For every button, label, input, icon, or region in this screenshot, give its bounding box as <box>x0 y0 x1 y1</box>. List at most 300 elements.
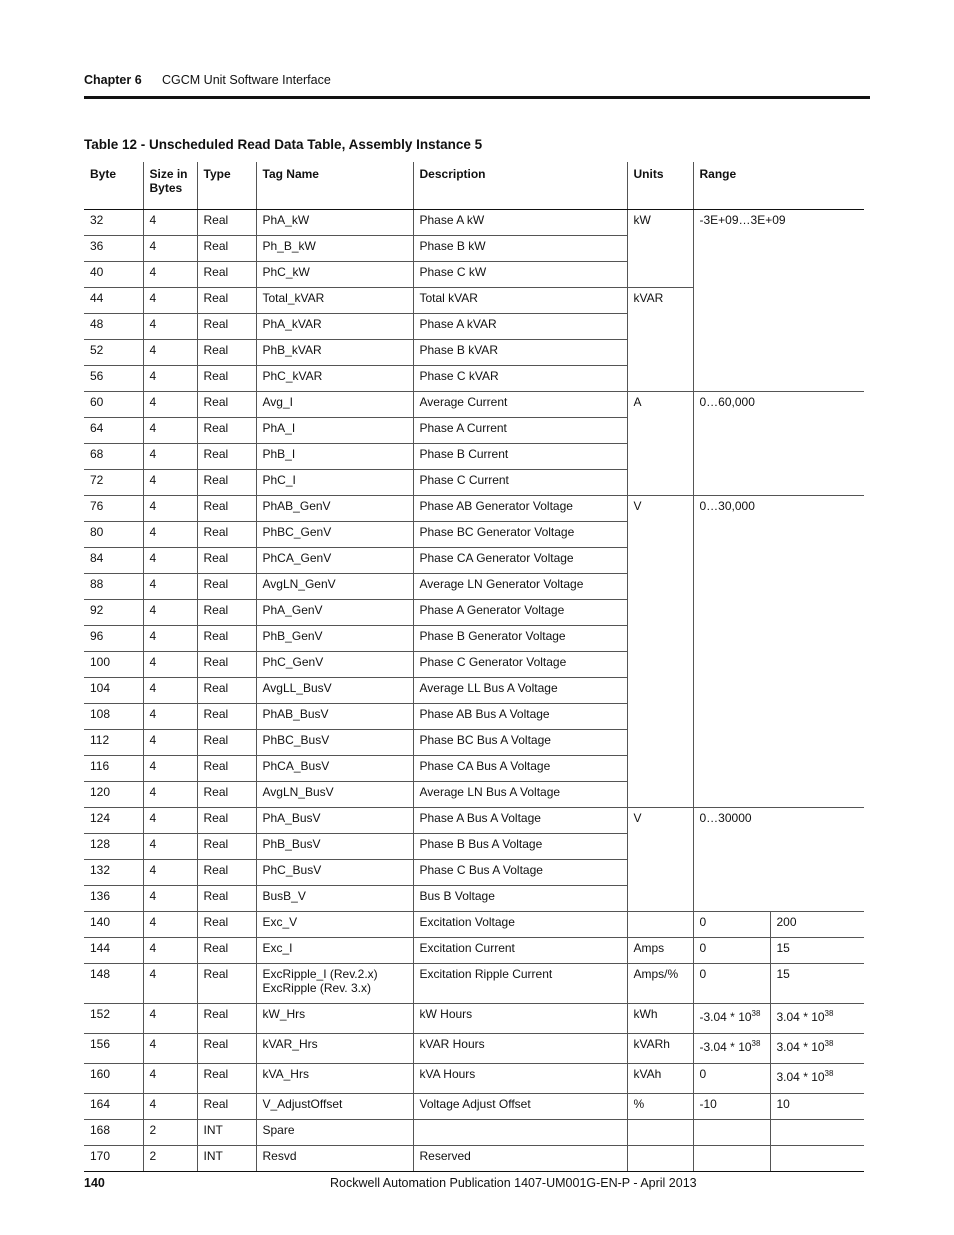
cell-tag-name-text: Exc_V <box>262 915 298 929</box>
cell-size-text: 2 <box>149 1123 157 1137</box>
cell-tag-name-text: PhA_BusV <box>262 811 321 825</box>
range-max-value <box>777 941 790 955</box>
cell-description <box>413 392 627 418</box>
cell-tag-name <box>256 938 413 964</box>
cell-units <box>627 938 693 964</box>
cell-description <box>413 652 627 678</box>
cell-type-text: Real <box>203 733 229 747</box>
cell-size <box>143 782 197 808</box>
range-min-base: -3.04 * 10 <box>699 1040 752 1054</box>
cell-units-text: kW <box>633 213 651 227</box>
cell-description <box>413 496 627 522</box>
cell-tag-name-text: PhCA_BusV <box>262 759 330 773</box>
cell-size-text: 4 <box>149 499 157 513</box>
cell-type-text: Real <box>203 889 229 903</box>
cell-range-min <box>693 1120 770 1146</box>
cell-byte-text: 136 <box>90 889 111 903</box>
cell-size <box>143 964 197 1004</box>
cell-byte <box>84 912 143 938</box>
cell-byte <box>84 808 143 834</box>
cell-size-text: 4 <box>149 369 157 383</box>
cell-type <box>197 964 256 1004</box>
cell-size <box>143 522 197 548</box>
range-max-base: 3.04 * 10 <box>776 1070 825 1084</box>
cell-size-text: 4 <box>149 265 157 279</box>
cell-tag-name-text: kVAR_Hrs <box>262 1037 318 1051</box>
cell-units <box>627 1034 693 1064</box>
cell-type <box>197 1004 256 1034</box>
cell-tag-name-text: PhC_I <box>262 473 296 487</box>
cell-description <box>413 1064 627 1094</box>
cell-type-text: Real <box>203 291 229 305</box>
cell-type-text: Real <box>203 213 229 227</box>
cell-byte <box>84 1004 143 1034</box>
cell-tag-name-text: PhCA_GenV <box>262 551 332 565</box>
cell-byte-text: 60 <box>90 395 104 409</box>
cell-tag-name-text: BusB_V <box>262 889 306 903</box>
cell-size <box>143 938 197 964</box>
cell-size <box>143 834 197 860</box>
cell-tag-name <box>256 262 413 288</box>
cell-byte-text: 120 <box>90 785 111 799</box>
cell-size <box>143 704 197 730</box>
cell-size-text: 4 <box>149 759 157 773</box>
cell-description-text: Average LN Generator Voltage <box>419 577 584 591</box>
range-min-value <box>700 1007 761 1024</box>
cell-tag-name <box>256 1034 413 1064</box>
cell-byte <box>84 886 143 912</box>
cell-type <box>197 730 256 756</box>
cell-tag-name <box>256 808 413 834</box>
cell-byte-text: 76 <box>90 499 104 513</box>
cell-type-text: Real <box>203 421 229 435</box>
publication-info: Rockwell Automation Publication 1407-UM001G-EN-P - April 2013 <box>330 1176 697 1190</box>
cell-type <box>197 626 256 652</box>
cell-size-text: 4 <box>149 629 157 643</box>
cell-tag-name-text: PhB_kVAR <box>262 343 322 357</box>
cell-tag-name <box>256 366 413 392</box>
cell-description <box>413 236 627 262</box>
cell-type-text: Real <box>203 1067 229 1081</box>
cell-size <box>143 340 197 366</box>
cell-tag-name-text: Ph_B_kW <box>262 239 316 253</box>
cell-byte <box>84 730 143 756</box>
cell-byte-text: 124 <box>90 811 111 825</box>
cell-size <box>143 886 197 912</box>
cell-byte <box>84 626 143 652</box>
cell-byte-text: 170 <box>90 1149 111 1163</box>
cell-description <box>413 938 627 964</box>
cell-tag-name <box>256 782 413 808</box>
cell-type <box>197 886 256 912</box>
cell-type <box>197 1146 256 1172</box>
cell-type <box>197 938 256 964</box>
cell-description <box>413 1094 627 1120</box>
range-min-base: 0 <box>699 915 707 929</box>
cell-tag-name <box>256 652 413 678</box>
cell-byte-text: 52 <box>90 343 104 357</box>
cell-description <box>413 782 627 808</box>
col-header-type: Type <box>197 162 256 210</box>
cell-description-text: Phase C kVAR <box>419 369 499 383</box>
cell-tag-name-text: PhA_kVAR <box>262 317 322 331</box>
range-min-base: 0 <box>699 967 707 981</box>
cell-description <box>413 964 627 1004</box>
cell-type <box>197 912 256 938</box>
cell-units-text: kWh <box>633 1007 658 1021</box>
cell-range-min <box>693 912 770 938</box>
cell-type-text: Real <box>203 785 229 799</box>
cell-type <box>197 782 256 808</box>
cell-tag-name <box>256 392 413 418</box>
cell-tag-name-text: PhAB_BusV <box>262 707 329 721</box>
cell-type-text: Real <box>203 759 229 773</box>
range-max-base: 10 <box>776 1097 790 1111</box>
cell-size-text: 4 <box>149 863 157 877</box>
cell-size <box>143 496 197 522</box>
cell-units <box>627 1004 693 1034</box>
cell-type-text: INT <box>203 1123 223 1137</box>
cell-byte-text: 160 <box>90 1067 111 1081</box>
cell-type <box>197 418 256 444</box>
cell-tag-name-text: PhA_kW <box>262 213 310 227</box>
col-header-description: Description <box>413 162 627 210</box>
cell-tag-name-text: PhB_BusV <box>262 837 321 851</box>
cell-tag-name-text: kVA_Hrs <box>262 1067 309 1081</box>
cell-range-min <box>693 964 770 1004</box>
cell-tag-name <box>256 912 413 938</box>
range-max-exponent: 38 <box>824 1009 834 1018</box>
cell-tag-name-text: PhBC_GenV <box>262 525 332 539</box>
cell-range-max <box>770 1094 864 1120</box>
cell-range-min <box>693 1034 770 1064</box>
cell-range-max <box>770 1120 864 1146</box>
cell-byte-text: 140 <box>90 915 111 929</box>
cell-tag-name-text: Spare <box>262 1123 295 1137</box>
cell-range-text: 0…30,000 <box>699 499 755 513</box>
cell-tag-name <box>256 678 413 704</box>
table-header-row <box>84 162 864 210</box>
cell-type-text: Real <box>203 941 229 955</box>
cell-type-text: Real <box>203 447 229 461</box>
cell-size-text: 4 <box>149 1037 157 1051</box>
cell-tag-name-text: Exc_I <box>262 941 293 955</box>
range-max-value <box>777 1097 790 1111</box>
cell-byte-text: 36 <box>90 239 104 253</box>
cell-type-text: Real <box>203 1007 229 1021</box>
range-max-value <box>777 1067 834 1084</box>
cell-byte-text: 88 <box>90 577 104 591</box>
cell-units <box>627 912 693 938</box>
cell-tag-name-text: PhB_GenV <box>262 629 323 643</box>
table-row <box>84 1120 864 1146</box>
cell-tag-name-text: PhA_GenV <box>262 603 323 617</box>
cell-size <box>143 392 197 418</box>
cell-description <box>413 340 627 366</box>
cell-description <box>413 912 627 938</box>
cell-range <box>693 392 864 496</box>
table-caption: Table 12 - Unscheduled Read Data Table, Assembly Instance 5 <box>84 137 483 152</box>
cell-byte-text: 56 <box>90 369 104 383</box>
cell-description-text: Voltage Adjust Offset <box>419 1097 531 1111</box>
cell-byte <box>84 834 143 860</box>
header-rule <box>84 96 870 99</box>
cell-tag-name <box>256 730 413 756</box>
cell-units <box>627 808 693 912</box>
cell-byte <box>84 340 143 366</box>
cell-tag-name <box>256 964 413 1004</box>
cell-size <box>143 626 197 652</box>
cell-tag-name <box>256 756 413 782</box>
cell-type <box>197 522 256 548</box>
cell-size <box>143 210 197 236</box>
cell-byte <box>84 1094 143 1120</box>
cell-description <box>413 1146 627 1172</box>
cell-tag-name <box>256 1064 413 1094</box>
cell-description-text: Phase CA Bus A Voltage <box>419 759 551 773</box>
cell-byte <box>84 314 143 340</box>
cell-description-text: Phase B Current <box>419 447 509 461</box>
cell-description <box>413 366 627 392</box>
cell-tag-name-text: ExcRipple_I (Rev.2.x) <box>262 967 378 981</box>
cell-size-text: 4 <box>149 785 157 799</box>
cell-description <box>413 210 627 236</box>
cell-range-max <box>770 1146 864 1172</box>
cell-byte-text: 68 <box>90 447 104 461</box>
cell-description-text: Phase A Bus A Voltage <box>419 811 541 825</box>
cell-byte-text: 116 <box>90 759 110 773</box>
cell-type-text: Real <box>203 525 229 539</box>
cell-tag-name-alt: ExcRipple (Rev. 3.x) <box>262 981 371 995</box>
cell-description-text: Phase B kVAR <box>419 343 498 357</box>
cell-description <box>413 522 627 548</box>
col-header-range: Range <box>693 162 864 210</box>
cell-tag-name-text: AvgLL_BusV <box>262 681 332 695</box>
cell-byte-text: 104 <box>90 681 111 695</box>
cell-size <box>143 262 197 288</box>
cell-units-text: V <box>633 499 642 513</box>
cell-size <box>143 548 197 574</box>
cell-type <box>197 548 256 574</box>
table-row <box>84 1034 864 1064</box>
cell-description-text: Average LN Bus A Voltage <box>419 785 561 799</box>
cell-size-text: 4 <box>149 213 157 227</box>
range-min-base: 0 <box>699 1067 707 1081</box>
range-min-value <box>700 1097 717 1111</box>
cell-tag-name-text: PhC_kW <box>262 265 310 279</box>
table-row <box>84 392 864 418</box>
cell-range <box>693 210 864 392</box>
cell-description <box>413 1034 627 1064</box>
cell-description <box>413 860 627 886</box>
cell-size <box>143 1064 197 1094</box>
cell-byte <box>84 366 143 392</box>
cell-byte-text: 152 <box>90 1007 111 1021</box>
cell-description <box>413 288 627 314</box>
cell-units-text: A <box>633 395 642 409</box>
cell-type <box>197 756 256 782</box>
range-max-value <box>777 967 790 981</box>
cell-type <box>197 834 256 860</box>
cell-tag-name <box>256 444 413 470</box>
cell-type-text: Real <box>203 681 229 695</box>
cell-tag-name <box>256 600 413 626</box>
cell-description-text: Phase C Generator Voltage <box>419 655 567 669</box>
cell-byte-text: 96 <box>90 629 104 643</box>
cell-byte <box>84 1034 143 1064</box>
cell-size <box>143 652 197 678</box>
cell-size <box>143 756 197 782</box>
col-header-units: Units <box>627 162 693 210</box>
cell-type-text: Real <box>203 1037 229 1051</box>
range-min-value <box>700 915 707 929</box>
cell-tag-name-text: V_AdjustOffset <box>262 1097 343 1111</box>
cell-description-text: Phase A kW <box>419 213 485 227</box>
range-max-exponent: 38 <box>824 1069 834 1078</box>
cell-size-text: 4 <box>149 551 157 565</box>
cell-tag-name <box>256 340 413 366</box>
range-max-exponent: 38 <box>824 1039 834 1048</box>
table-row <box>84 964 864 1004</box>
cell-range-min <box>693 1004 770 1034</box>
cell-tag-name <box>256 704 413 730</box>
cell-tag-name <box>256 210 413 236</box>
cell-size <box>143 1004 197 1034</box>
cell-tag-name <box>256 288 413 314</box>
cell-description <box>413 262 627 288</box>
range-max-base: 3.04 * 10 <box>776 1010 825 1024</box>
cell-byte-text: 32 <box>90 213 104 227</box>
cell-type-text: Real <box>203 239 229 253</box>
cell-description-text: Excitation Voltage <box>419 915 515 929</box>
cell-range-max <box>770 912 864 938</box>
cell-description-text: Phase A kVAR <box>419 317 497 331</box>
cell-byte-text: 44 <box>90 291 104 305</box>
cell-description-text: Total kVAR <box>419 291 478 305</box>
cell-units <box>627 964 693 1004</box>
cell-byte <box>84 236 143 262</box>
cell-type-text: Real <box>203 603 229 617</box>
cell-byte-text: 144 <box>90 941 111 955</box>
cell-description-text: Phase B Bus A Voltage <box>419 837 543 851</box>
cell-size <box>143 912 197 938</box>
range-min-exponent: 38 <box>751 1009 761 1018</box>
cell-description <box>413 756 627 782</box>
cell-type <box>197 574 256 600</box>
cell-description-text: kW Hours <box>419 1007 473 1021</box>
running-header <box>84 73 331 87</box>
range-max-value <box>777 915 797 929</box>
cell-type <box>197 444 256 470</box>
cell-tag-name <box>256 1146 413 1172</box>
cell-size <box>143 860 197 886</box>
cell-type <box>197 366 256 392</box>
cell-units <box>627 288 693 392</box>
cell-type-text: Real <box>203 395 229 409</box>
cell-description-text: Bus B Voltage <box>419 889 495 903</box>
cell-type-text: Real <box>203 967 229 981</box>
range-max-value <box>777 1037 834 1054</box>
table-row <box>84 496 864 522</box>
cell-tag-name <box>256 236 413 262</box>
cell-tag-name-text: PhAB_GenV <box>262 499 331 513</box>
col-header-byte: Byte <box>84 162 143 210</box>
cell-byte <box>84 1120 143 1146</box>
cell-size <box>143 574 197 600</box>
cell-tag-name <box>256 548 413 574</box>
cell-tag-name-text: PhB_I <box>262 447 296 461</box>
cell-range-max <box>770 938 864 964</box>
cell-byte-text: 40 <box>90 265 104 279</box>
cell-size-text: 4 <box>149 681 157 695</box>
cell-range <box>693 808 864 912</box>
cell-units <box>627 1064 693 1094</box>
cell-tag-name <box>256 834 413 860</box>
cell-byte <box>84 418 143 444</box>
chapter-label: Chapter 6 <box>84 73 142 87</box>
cell-tag-name <box>256 418 413 444</box>
cell-description-text: Phase A Current <box>419 421 507 435</box>
cell-size-text: 4 <box>149 447 157 461</box>
cell-description <box>413 470 627 496</box>
cell-description-text: Phase CA Generator Voltage <box>419 551 574 565</box>
table-row <box>84 938 864 964</box>
cell-units <box>627 1094 693 1120</box>
cell-byte <box>84 938 143 964</box>
cell-description-text: Phase C Bus A Voltage <box>419 863 543 877</box>
cell-byte <box>84 782 143 808</box>
cell-size-text: 4 <box>149 525 157 539</box>
table-row <box>84 912 864 938</box>
cell-tag-name <box>256 626 413 652</box>
cell-byte <box>84 548 143 574</box>
cell-tag-name <box>256 522 413 548</box>
cell-size-text: 4 <box>149 1097 157 1111</box>
range-min-base: -10 <box>699 1097 717 1111</box>
range-min-value <box>700 941 707 955</box>
range-max-base: 15 <box>776 967 790 981</box>
range-max-base: 200 <box>776 915 797 929</box>
cell-type-text: Real <box>203 473 229 487</box>
cell-byte <box>84 860 143 886</box>
cell-type <box>197 288 256 314</box>
cell-units-text: Amps <box>633 941 665 955</box>
cell-description-text: Average Current <box>419 395 508 409</box>
cell-size-text: 4 <box>149 1067 157 1081</box>
cell-size-text: 4 <box>149 941 157 955</box>
data-table <box>84 162 864 1172</box>
cell-tag-name <box>256 1004 413 1034</box>
cell-byte-text: 164 <box>90 1097 111 1111</box>
cell-range-text: 0…30000 <box>699 811 752 825</box>
cell-range-max <box>770 964 864 1004</box>
cell-byte <box>84 262 143 288</box>
range-min-exponent: 38 <box>751 1039 761 1048</box>
table-body <box>84 210 864 1172</box>
cell-type <box>197 314 256 340</box>
range-min-value <box>700 1067 707 1081</box>
cell-range-text: 0…60,000 <box>699 395 755 409</box>
cell-type-text: Real <box>203 1097 229 1111</box>
range-max-base: 15 <box>776 941 790 955</box>
cell-type <box>197 210 256 236</box>
cell-type <box>197 600 256 626</box>
page-number: 140 <box>84 1176 105 1190</box>
cell-size-text: 4 <box>149 733 157 747</box>
cell-type-text: Real <box>203 863 229 877</box>
cell-byte <box>84 1146 143 1172</box>
cell-description <box>413 444 627 470</box>
